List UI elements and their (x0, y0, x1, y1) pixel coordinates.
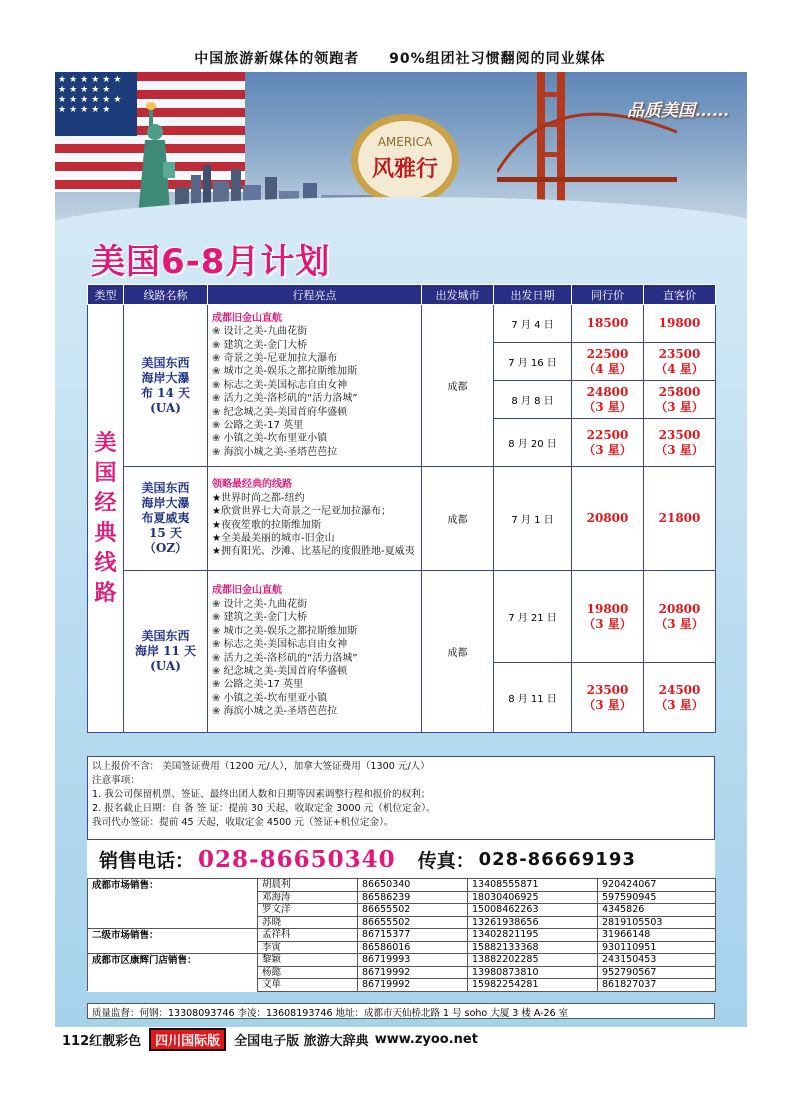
peer-price: 24800 （3 星） (572, 381, 644, 419)
sales-tel: 86655502 (358, 916, 468, 929)
header-departure-date: 出发日期 (494, 285, 572, 305)
table-row (88, 966, 716, 979)
sales-mobile: 15882133368 (468, 941, 598, 954)
top-slogan (0, 48, 800, 68)
departure-city: 成都 (422, 467, 494, 571)
table-header-row (88, 285, 716, 305)
footer-page-label: 112红靓彩色 (62, 1033, 142, 1049)
sales-tel: 86719992 (358, 979, 468, 992)
svg-text:AMERICA: AMERICA (377, 135, 433, 149)
sales-qq: 2819105503 (598, 916, 716, 929)
page-footer (62, 1030, 478, 1048)
sales-group (88, 941, 258, 954)
sales-name: 苏晓 (258, 916, 358, 929)
note-line: 我司代办签证：提前 45 天起，收取定金 4500 元（签证+机位定金）。 (92, 817, 394, 828)
table-row (88, 467, 716, 571)
sales-mobile: 13408555871 (468, 879, 598, 892)
quality-supervision-line: 质量监督：何钢：13308093746 李凌：13608193746 地址：成都市天仙桥北路 1 号 soho 大厦 3 楼 A-26 室 (87, 1003, 715, 1019)
departure-city: 成都 (422, 305, 494, 467)
sales-name: 罗文洋 (258, 904, 358, 917)
note-line: 1. 我公司保留机票、签证、最终出团人数和日期等因素调整行程和报价的权利； (92, 789, 431, 800)
sales-name: 黎颖 (258, 954, 358, 967)
sales-group: 二级市场销售： (88, 929, 258, 942)
route-name: 美国东西 海岸大瀑 布 14 天 (UA) (124, 305, 208, 467)
direct-price: 25800 （3 星） (644, 381, 716, 419)
sales-mobile: 18030406925 (468, 891, 598, 904)
footer-edition-text: 全国电子版 旅游大辞典 (234, 1033, 369, 1049)
sales-name: 文单 (258, 979, 358, 992)
sales-tel: 86719992 (358, 966, 468, 979)
header-route-name: 线路名称 (124, 285, 208, 305)
sales-qq: 243150453 (598, 954, 716, 967)
table-row (88, 941, 716, 954)
peer-price: 23500 （3 星） (572, 663, 644, 733)
sales-tel: 86586239 (358, 891, 468, 904)
svg-text:风雅行: 风雅行 (371, 156, 439, 182)
plan-title: 美国6-8月计划 (91, 242, 331, 282)
route-name: 美国东西 海岸大瀑 布夏威夷 15 天 （OZ） (124, 467, 208, 571)
header-type: 类型 (88, 285, 124, 305)
brand-tagline: 品质美国…… (627, 101, 729, 121)
header-direct-price: 直客价 (644, 285, 716, 305)
departure-date: 7 月 16 日 (494, 343, 572, 381)
golden-gate-bridge-graphic (497, 72, 677, 212)
header-departure-city: 出发城市 (422, 285, 494, 305)
sales-tel: 86655502 (358, 904, 468, 917)
peer-price: 19800 （3 星） (572, 571, 644, 663)
departure-city: 成都 (422, 571, 494, 733)
sales-tel: 86719993 (358, 954, 468, 967)
table-row (88, 954, 716, 967)
slogan-left: 中国旅游新媒体的领跑者 (194, 51, 360, 67)
sales-group (88, 891, 258, 904)
note-line: 以上报价不含： 美国签证费用（1200 元/人），加拿大签证费用（1300 元/人） (92, 761, 430, 772)
sales-qq: 952790567 (598, 966, 716, 979)
sales-group: 成都市区康辉门店销售： (88, 954, 258, 967)
peer-price: 22500 （4 星） (572, 343, 644, 381)
sales-name: 胡晨利 (258, 879, 358, 892)
peer-price: 20800 (572, 467, 644, 571)
fax-number: 028-86669193 (478, 848, 636, 870)
sales-mobile: 13980873810 (468, 966, 598, 979)
direct-price: 23500 （3 星） (644, 419, 716, 467)
route-table (87, 284, 716, 733)
sales-qq: 31966148 (598, 929, 716, 942)
direct-price: 21800 (644, 467, 716, 571)
sales-mobile: 15008462263 (468, 904, 598, 917)
sales-qq: 920424067 (598, 879, 716, 892)
header-highlights: 行程亮点 (208, 285, 422, 305)
sales-mobile: 13261938656 (468, 916, 598, 929)
table-row (88, 879, 716, 892)
table-row (88, 916, 716, 929)
brand-emblem (345, 102, 465, 212)
route-type-cell: 美 国 经 典 线 路 (88, 305, 124, 733)
departure-date: 8 月 11 日 (494, 663, 572, 733)
route-name: 美国东西 海岸 11 天 (UA) (124, 571, 208, 733)
sales-name: 杨懿 (258, 966, 358, 979)
fax-label: 传真： (417, 849, 475, 872)
route-highlights: 成都旧金山直航 ❀ 设计之美-九曲花街 ❀ 建筑之美-金门大桥 ❀ 奇景之美-尼亚加拉大瀑布 ❀ 城市之美-娱乐之都拉斯维加斯 ❀ 标志之美-美国标志自由女神 ❀ 活力之美-洛杉矶的“活力洛城” ❀ 纪念城之美-美国首府华盛顿 ❀ 公路之美-17 英里 ❀ 小镇之美-坎布里亚小镇 ❀ 海滨小城之美-圣塔芭芭拉 (208, 305, 422, 467)
flag-canton: ★★★★★★ ★★★★★ ★★★★★★ ★★★★★ (55, 72, 137, 136)
slogan-right: 90%组团社习惯翻阅的同业媒体 (389, 51, 606, 67)
sales-qq: 861827037 (598, 979, 716, 992)
route-highlights: 成都旧金山直航 ❀ 设计之美-九曲花街 ❀ 建筑之美-金门大桥 ❀ 城市之美-娱乐之都拉斯维加斯 ❀ 标志之美-美国标志自由女神 ❀ 活力之美-洛杉矶的“活力洛城” ❀ 纪念城之美-美国首府华盛顿 ❀ 公路之美-17 英里 ❀ 小镇之美-坎布里亚小镇 ❀ 海滨小城之美-圣塔芭芭拉 (208, 571, 422, 733)
sales-tel: 86715377 (358, 929, 468, 942)
departure-date: 8 月 20 日 (494, 419, 572, 467)
phone-number[interactable]: 028-86650340 (198, 845, 396, 873)
direct-price: 24500 （3 星） (644, 663, 716, 733)
sales-group (88, 966, 258, 979)
table-row (88, 904, 716, 917)
table-row (88, 305, 716, 343)
table-row (88, 979, 716, 992)
contact-bar (87, 840, 715, 878)
peer-price: 22500 （3 星） (572, 419, 644, 467)
sales-mobile: 13402821195 (468, 929, 598, 942)
sales-table (87, 878, 716, 992)
note-line: 2. 报名截止日期：自 备 签 证：提前 30 天起，收取定金 3000 元（机位定金）。 (92, 803, 436, 814)
sales-tel: 86586016 (358, 941, 468, 954)
sales-tel: 86650340 (358, 879, 468, 892)
note-line: 注意事项： (92, 775, 140, 786)
sales-group (88, 916, 258, 929)
departure-date: 7 月 4 日 (494, 305, 572, 343)
departure-date: 7 月 21 日 (494, 571, 572, 663)
route-highlights: 领略最经典的线路 ★世界时尚之都-纽约 ★欣赏世界七大奇景之一尼亚加拉瀑布； ★夜夜笙歌的拉斯维加斯 ★全美最美丽的城市-旧金山 ★拥有阳光、沙滩、比基尼的度假胜地-夏威夷 (208, 467, 422, 571)
phone-label: 销售电话： (99, 849, 195, 872)
departure-date: 8 月 8 日 (494, 381, 572, 419)
ad-sheet (55, 72, 747, 1027)
header-peer-price: 同行价 (572, 285, 644, 305)
footer-url[interactable]: www.zyoo.net (374, 1031, 478, 1047)
notes-block (87, 756, 715, 840)
sales-name: 李寅 (258, 941, 358, 954)
table-row (88, 891, 716, 904)
sales-qq: 4345826 (598, 904, 716, 917)
direct-price: 20800 （3 星） (644, 571, 716, 663)
sales-name: 邓海涛 (258, 891, 358, 904)
sales-qq: 597590945 (598, 891, 716, 904)
sales-group: 成都市场销售： (88, 879, 258, 892)
sales-group (88, 904, 258, 917)
banner-image (55, 72, 747, 227)
direct-price: 23500 （4 星） (644, 343, 716, 381)
table-row (88, 929, 716, 942)
sales-name: 孟祥科 (258, 929, 358, 942)
sales-qq: 930110951 (598, 941, 716, 954)
sales-mobile: 15982254281 (468, 979, 598, 992)
departure-date: 7 月 1 日 (494, 467, 572, 571)
sales-mobile: 13882202285 (468, 954, 598, 967)
table-row (88, 571, 716, 663)
footer-edition-tag: 四川国际版 (149, 1028, 226, 1051)
peer-price: 18500 (572, 305, 644, 343)
direct-price: 19800 (644, 305, 716, 343)
sales-group (88, 979, 258, 992)
